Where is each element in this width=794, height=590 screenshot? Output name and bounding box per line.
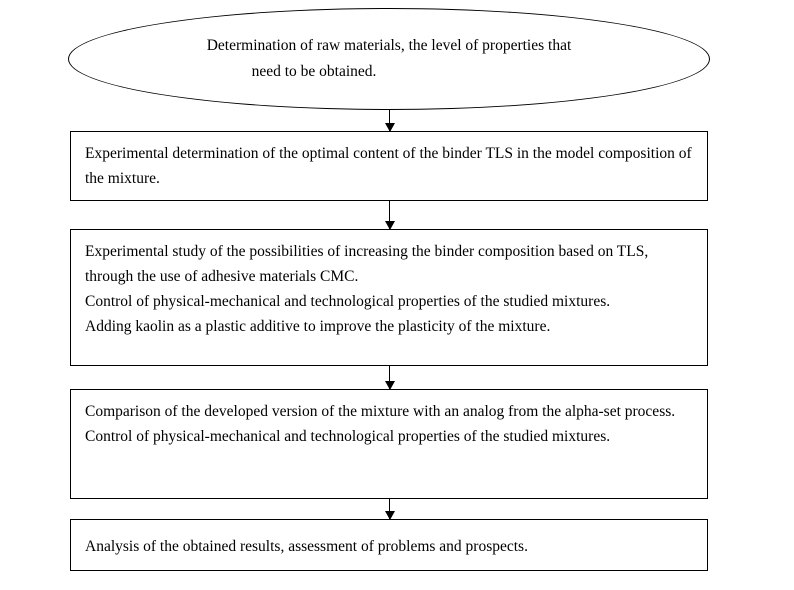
node-start-line-1: Determination of raw materials, the level of properties that	[206, 37, 572, 54]
node-step4	[70, 519, 708, 571]
node-start-line-2: need to be obtained.	[251, 63, 377, 80]
node-step4-text: Analysis of the obtained results, assessment of problems and prospects.	[85, 538, 528, 555]
node-start	[68, 8, 710, 110]
node-step1-text: Experimental determination of the optimal content of the binder TLS in the model composition of the mixture.	[85, 145, 692, 187]
arrow-start-step1	[389, 110, 390, 131]
node-step1	[70, 131, 708, 201]
node-step2-text-1: Experimental study of the possibilities of increasing the binder composition based on TLS, through the use of adhesive materials CMC.	[85, 243, 649, 285]
arrow-step2-step3	[389, 366, 390, 389]
node-step2-text-3: Adding kaolin as a plastic additive to improve the plasticity of the mixture.	[85, 318, 551, 335]
arrow-step1-step2	[389, 201, 390, 229]
arrow-step3-step4	[389, 499, 390, 519]
node-step3	[70, 389, 708, 499]
node-step3-text-1: Comparison of the developed version of the mixture with an analog from the alpha-set process.	[85, 403, 676, 420]
node-step2-text-2: Control of physical-mechanical and technological properties of the studied mixtures.	[85, 293, 611, 310]
node-step2	[70, 229, 708, 366]
node-step3-text-2: Control of physical-mechanical and technological properties of the studied mixtures.	[85, 428, 611, 445]
